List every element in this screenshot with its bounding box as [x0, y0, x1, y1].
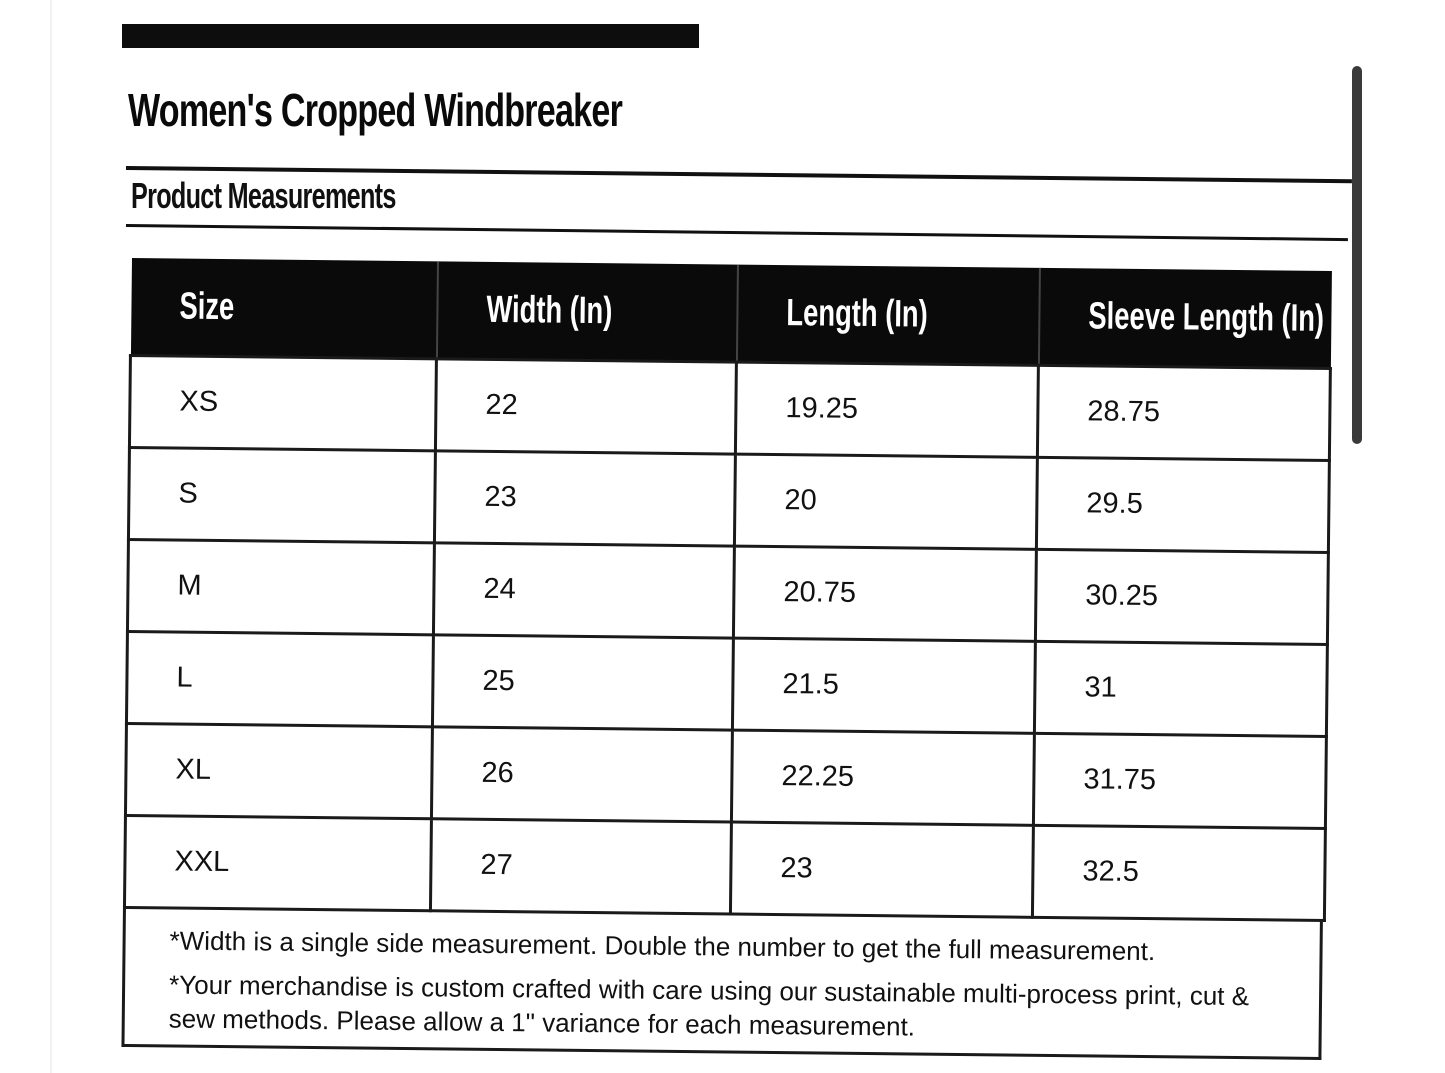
- length-cell: 19.25: [735, 362, 1038, 457]
- width-cell: 22: [435, 359, 736, 454]
- subtitle-divider: [126, 224, 1348, 241]
- column-header-width: Width (In): [436, 261, 737, 362]
- length-cell: 20.75: [733, 546, 1036, 641]
- table-row: [126, 631, 1327, 736]
- size-cell: L: [126, 631, 433, 726]
- size-cell: XXL: [124, 815, 431, 910]
- measurement-sheet: [121, 258, 1329, 1060]
- page-edge: [50, 0, 52, 1073]
- sleeve-length-cell: 30.25: [1035, 549, 1328, 644]
- column-header-size: Size: [130, 258, 437, 359]
- width-cell: 26: [431, 727, 732, 822]
- sleeve-length-cell: 31: [1034, 641, 1327, 736]
- length-cell: 22.25: [731, 730, 1034, 825]
- size-cell: XS: [129, 356, 436, 451]
- column-header-length: Length (In): [736, 265, 1039, 366]
- scrollbar[interactable]: [1352, 66, 1362, 444]
- variance-note: *Your merchandise is custom crafted with care using our sustainable multi-process print, cut & sew methods. Please allow a 1" variance for each measurement.: [168, 969, 1250, 1042]
- section-subtitle: Product Measurements: [131, 175, 396, 216]
- table-row: [129, 356, 1330, 461]
- size-cell: M: [127, 539, 434, 634]
- measurement-notes: [121, 909, 1322, 1060]
- sleeve-length-cell: 32.5: [1032, 825, 1325, 920]
- table-row: [128, 448, 1329, 553]
- width-cell: 25: [432, 635, 733, 730]
- size-cell: XL: [125, 723, 432, 818]
- length-cell: 20: [734, 454, 1037, 549]
- sleeve-length-cell: 29.5: [1036, 457, 1329, 552]
- top-bar: [122, 24, 699, 48]
- table-row: [125, 723, 1326, 828]
- width-cell: 27: [430, 819, 731, 914]
- size-cell: S: [128, 448, 435, 543]
- size-chart-table: [123, 258, 1333, 922]
- sleeve-length-cell: 28.75: [1037, 365, 1330, 460]
- width-note: *Width is a single side measurement. Double the number to get the full measurement.: [169, 925, 1156, 967]
- column-header-sleeve-length: Sleeve Length (In): [1038, 268, 1331, 369]
- table-row: [127, 539, 1328, 644]
- table-row: [124, 815, 1325, 920]
- width-cell: 24: [433, 543, 734, 638]
- width-cell: 23: [434, 451, 735, 546]
- length-cell: 21.5: [732, 638, 1035, 733]
- sleeve-length-cell: 31.75: [1033, 733, 1326, 828]
- document-title: Women's Cropped Windbreaker: [128, 84, 623, 136]
- length-cell: 23: [730, 822, 1033, 917]
- table-header-row: [130, 258, 1331, 368]
